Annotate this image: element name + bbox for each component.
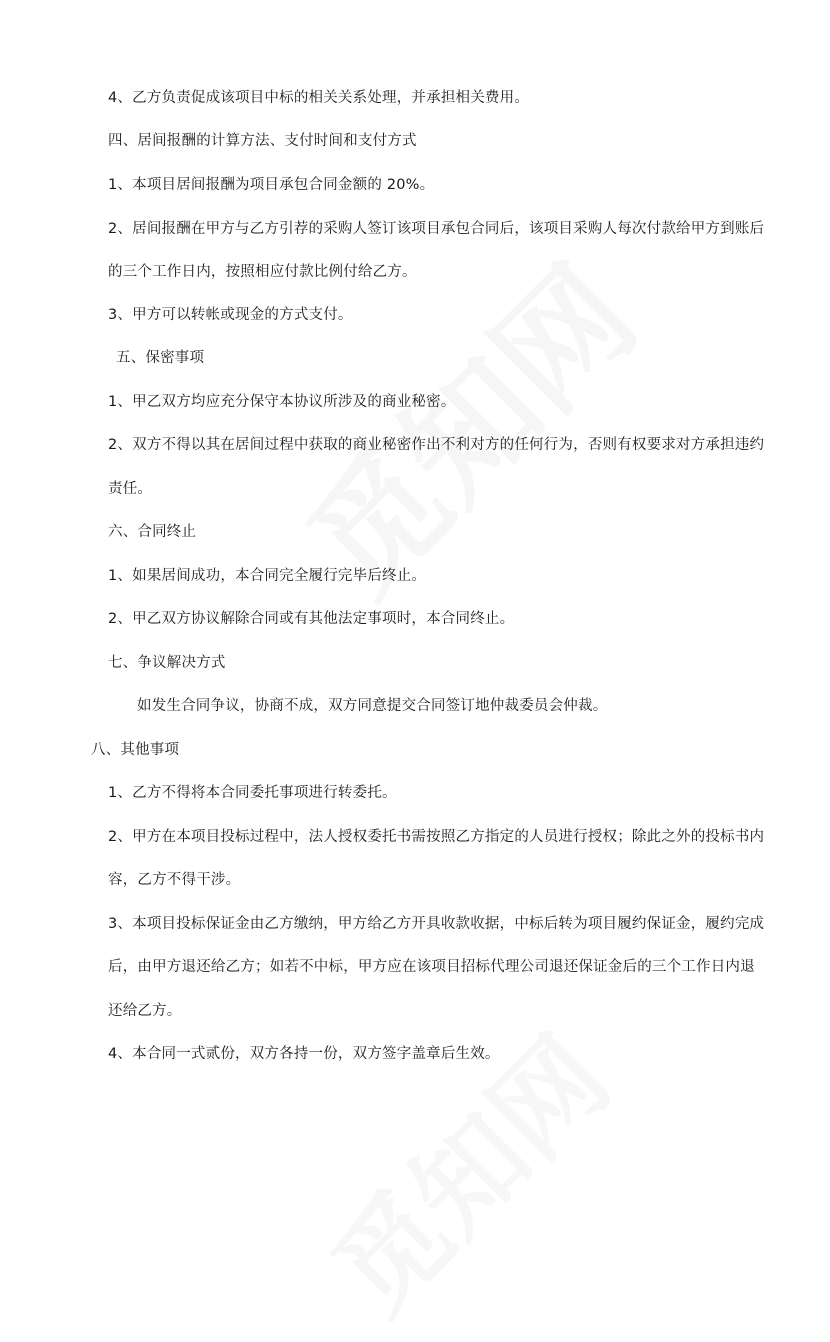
- clause-5-1: 1、甲乙双方均应充分保守本协议所涉及的商业秘密。: [108, 394, 456, 410]
- section-4-heading: 四、居间报酬的计算方法、支付时间和支付方式: [108, 133, 417, 149]
- section-7-heading: 七、争议解决方式: [108, 655, 226, 671]
- clause-6-1: 1、如果居间成功，本合同完全履行完毕后终止。: [108, 568, 427, 584]
- clause-8-3-cont-2: 还给乙方。: [108, 1003, 182, 1019]
- clause-6-2: 2、甲乙双方协议解除合同或有其他法定事项时，本合同终止。: [108, 611, 515, 627]
- clause-3-4: 4、乙方负责促成该项目中标的相关关系处理，并承担相关费用。: [108, 90, 530, 106]
- clause-8-4: 4、本合同一式贰份，双方各持一份，双方签字盖章后生效。: [108, 1046, 500, 1062]
- clause-4-2-cont: 的三个工作日内，按照相应付款比例付给乙方。: [108, 264, 417, 280]
- clause-4-3: 3、甲方可以转帐或现金的方式支付。: [108, 307, 353, 323]
- section-5-heading: 五、保密事项: [116, 350, 205, 366]
- clause-8-2-cont: 容，乙方不得干涉。: [108, 872, 241, 888]
- clause-4-1: 1、本项目居间报酬为项目承包合同金额的 20%。: [108, 177, 435, 193]
- clause-8-3: 3、本项目投标保证金由乙方缴纳，甲方给乙方开具收款收据，中标后转为项目履约保证金，履约完成: [108, 916, 765, 932]
- section-8-heading: 八、其他事项: [91, 742, 180, 758]
- clause-7-text: 如发生合同争议，协商不成，双方同意提交合同签订地仲裁委员会仲裁。: [137, 698, 608, 714]
- clause-5-2: 2、双方不得以其在居间过程中获取的商业秘密作出不利对方的任何行为，否则有权要求对方承担违约: [108, 437, 765, 453]
- section-6-heading: 六、合同终止: [108, 524, 197, 540]
- clause-8-3-cont-1: 后，由甲方退还给乙方；如若不中标，甲方应在该项目招标代理公司退还保证金后的三个工作日内退: [108, 959, 755, 975]
- clause-8-1: 1、乙方不得将本合同委托事项进行转委托。: [108, 785, 397, 801]
- clause-8-2: 2、甲方在本项目投标过程中，法人授权委托书需按照乙方指定的人员进行授权；除此之外的投标书内: [108, 829, 765, 845]
- clause-5-2-cont: 责任。: [108, 481, 153, 497]
- clause-4-2: 2、居间报酬在甲方与乙方引荐的采购人签订该项目承包合同后，该项目采购人每次付款给甲方到账后: [108, 221, 765, 237]
